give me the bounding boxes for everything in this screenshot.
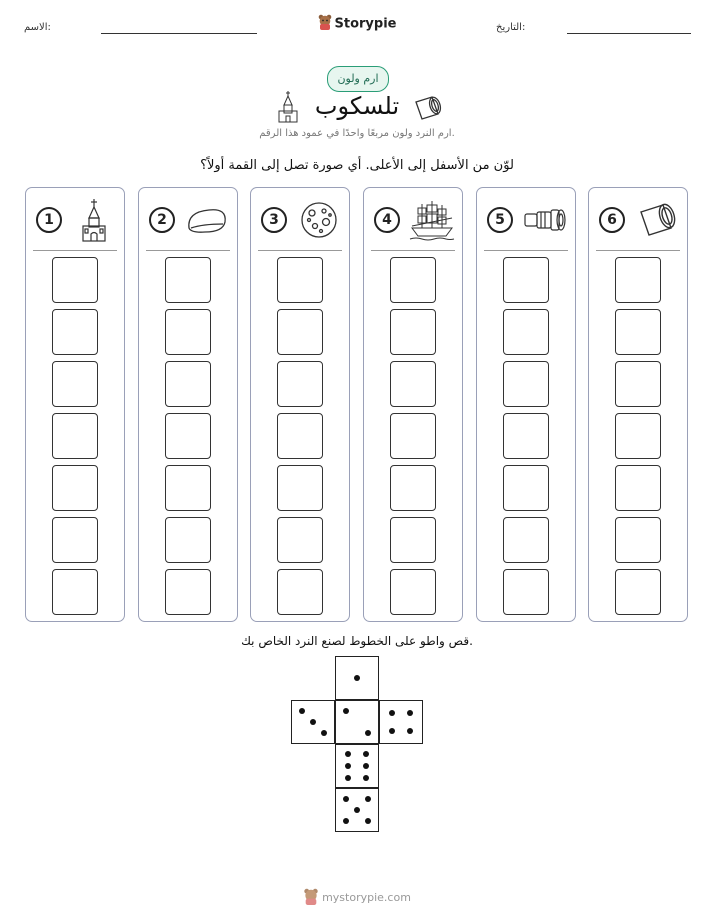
dice-pip [363,775,369,781]
column-number: 5 [487,207,513,233]
dice-pip [310,719,316,725]
column-divider [371,250,455,251]
color-square[interactable] [277,413,323,459]
color-square[interactable] [165,517,211,563]
column-number: 6 [599,207,625,233]
brand-name: Storypie [334,16,397,32]
dice-pip [365,730,371,736]
footer-url[interactable]: mystorypie.com [322,891,411,904]
column-number: 1 [36,207,62,233]
color-square[interactable] [390,309,436,355]
dice-face-4 [379,700,423,744]
column-divider [258,250,342,251]
column-divider [146,250,230,251]
question: لوّن من الأسفل إلى الأعلى. أي صورة تصل إلى القمة أولاً؟ [200,158,514,173]
dice-face-5 [335,788,379,832]
dice-pip [343,818,349,824]
column-5 [476,187,576,622]
brand-logo [0,14,714,34]
color-square[interactable] [390,413,436,459]
dice-pip [299,708,305,714]
color-square[interactable] [503,413,549,459]
dice-face-1 [335,656,379,700]
color-square[interactable] [503,257,549,303]
color-square[interactable] [390,569,436,615]
color-square[interactable] [165,465,211,511]
date-label: التاريخ: [496,22,526,33]
color-square[interactable] [277,309,323,355]
color-square[interactable] [615,257,661,303]
color-square[interactable] [165,413,211,459]
color-square[interactable] [277,257,323,303]
color-square[interactable] [52,465,98,511]
footer-bear-icon [303,888,319,908]
column-divider [596,250,680,251]
color-square[interactable] [277,465,323,511]
color-square[interactable] [390,257,436,303]
column-number: 3 [261,207,287,233]
dice-pip [407,710,413,716]
dice-pip [345,775,351,781]
telescope-tube-icon [633,198,681,242]
activity-badge: ارم ولون [327,66,389,92]
color-square[interactable] [503,517,549,563]
name-label: الاسم: [24,22,51,33]
color-square[interactable] [52,309,98,355]
page-title: تلسكوب [314,92,400,120]
dice-face-3 [291,700,335,744]
date-line[interactable] [567,33,691,34]
ship-icon [408,198,456,242]
bear-icon [318,14,332,34]
color-square[interactable] [390,517,436,563]
color-square[interactable] [503,465,549,511]
column-divider [33,250,117,251]
dice-pip [389,710,395,716]
column-number: 4 [374,207,400,233]
dice-pip [354,675,360,681]
dice-pip [354,807,360,813]
dice-pip [365,796,371,802]
dice-pip [321,730,327,736]
color-square[interactable] [277,569,323,615]
lens-icon [183,198,231,242]
column-1 [25,187,125,622]
column-4 [363,187,463,622]
subtitle: ارم النرد ولون مربعًا واحدًا في عمود هذا الرقم. [259,128,455,139]
moon-icon [295,198,343,242]
color-square[interactable] [615,569,661,615]
color-square[interactable] [165,257,211,303]
dice-pip [343,708,349,714]
dice-pip [345,751,351,757]
color-square[interactable] [503,569,549,615]
cut-instruction: قص واطو على الخطوط لصنع النرد الخاص بك. [241,634,473,648]
dice-face-6 [335,744,379,788]
column-number: 2 [149,207,175,233]
dice-pip [389,728,395,734]
dice-pip [407,728,413,734]
color-square[interactable] [615,413,661,459]
color-square[interactable] [615,465,661,511]
color-square[interactable] [165,361,211,407]
color-square[interactable] [277,361,323,407]
color-square[interactable] [165,309,211,355]
column-3 [250,187,350,622]
color-square[interactable] [52,257,98,303]
dice-pip [363,751,369,757]
color-square[interactable] [277,517,323,563]
color-square[interactable] [503,309,549,355]
church-icon [70,198,118,242]
telescope-tube-icon [412,94,442,122]
spyglass-icon [521,198,569,242]
dice-pip [345,763,351,769]
column-6 [588,187,688,622]
dice-pip [363,763,369,769]
color-square[interactable] [615,517,661,563]
column-2 [138,187,238,622]
dice-pip [365,818,371,824]
column-divider [484,250,568,251]
color-square[interactable] [615,309,661,355]
color-square[interactable] [390,465,436,511]
dice-pip [343,796,349,802]
color-square[interactable] [503,361,549,407]
color-square[interactable] [52,361,98,407]
color-square[interactable] [615,361,661,407]
color-square[interactable] [52,569,98,615]
color-square[interactable] [52,517,98,563]
dice-face-2 [335,700,379,744]
color-square[interactable] [165,569,211,615]
color-square[interactable] [52,413,98,459]
color-square[interactable] [390,361,436,407]
footer [0,888,714,908]
